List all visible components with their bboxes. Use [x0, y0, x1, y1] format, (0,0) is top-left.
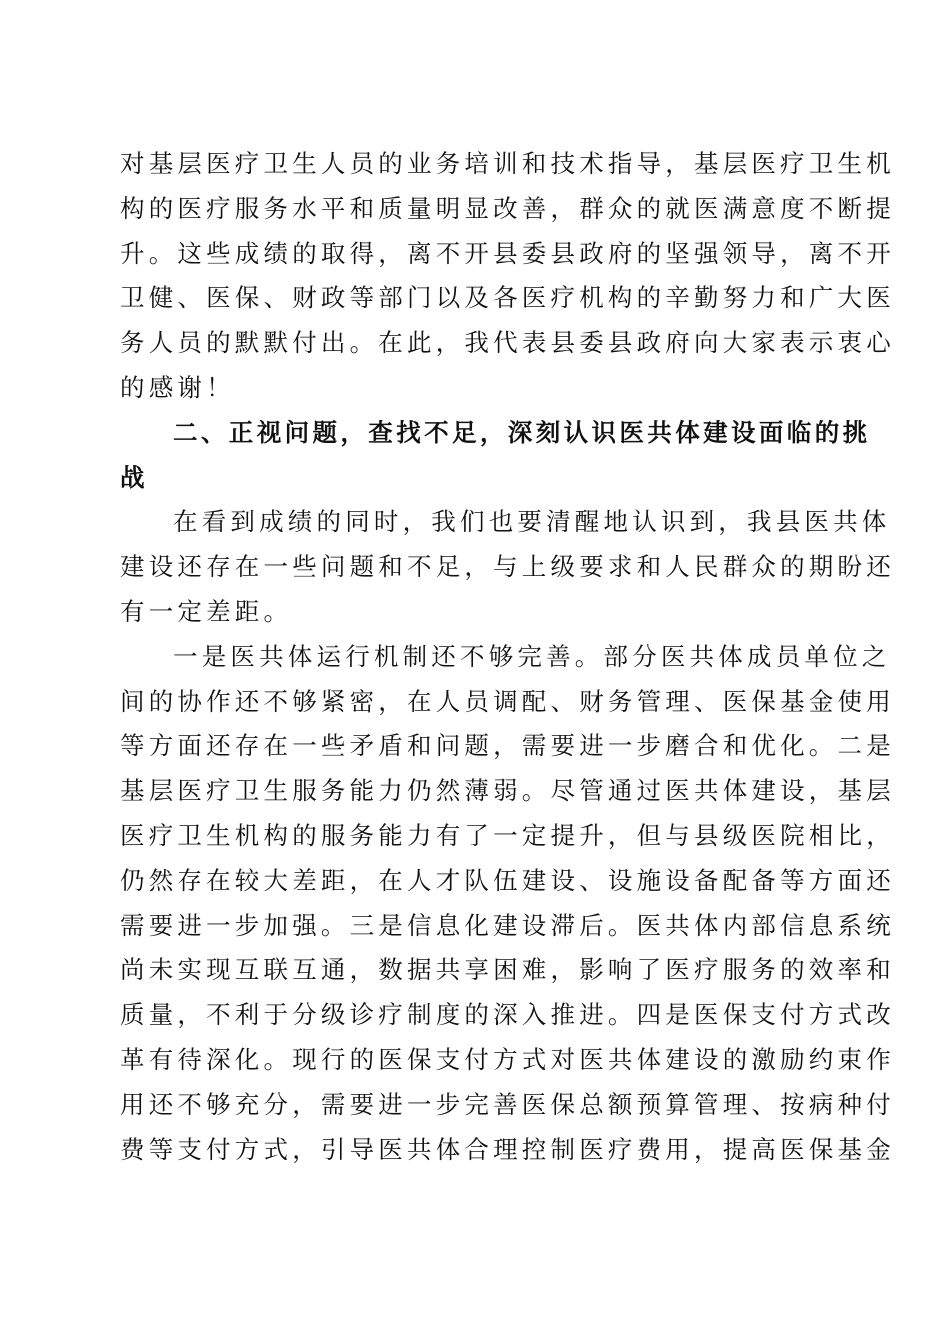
text-line: 建设还存在一些问题和不足，与上级要求和人民群众的期盼还 [120, 552, 895, 582]
text-line: 间的协作还不够紧密，在人员调配、财务管理、医保基金使用 [120, 686, 895, 716]
text-line: 的感谢！ [120, 372, 235, 402]
text-line: 卫健、医保、财政等部门以及各医疗机构的辛勤努力和广大医 [120, 283, 895, 313]
text-line: 仍然存在较大差距，在人才队伍建设、设施设备配备等方面还 [120, 865, 895, 895]
text-line: 等方面还存在一些矛盾和问题，需要进一步磨合和优化。二是 [120, 731, 895, 761]
text-line: 在看到成绩的同时，我们也要清醒地认识到，我县医共体 [173, 507, 891, 537]
text-line: 质量，不利于分级诊疗制度的深入推进。四是医保支付方式改 [120, 1000, 895, 1030]
document-page [120, 142, 895, 1172]
text-line: 医疗卫生机构的服务能力有了一定提升，但与县级医院相比， [120, 820, 895, 850]
text-line: 构的医疗服务水平和质量明显改善，群众的就医满意度不断提 [120, 193, 895, 223]
text-line: 需要进一步加强。三是信息化建设滞后。医共体内部信息系统 [120, 910, 895, 940]
heading-line: 战 [120, 462, 148, 492]
heading-line: 二、正视问题，查找不足，深刻认识医共体建设面临的挑 [173, 417, 871, 447]
text-line: 一是医共体运行机制还不够完善。部分医共体成员单位之 [173, 641, 891, 671]
text-line: 对基层医疗卫生人员的业务培训和技术指导，基层医疗卫生机 [120, 149, 895, 178]
text-line: 基层医疗卫生服务能力仍然薄弱。尽管通过医共体建设，基层 [120, 776, 895, 806]
text-line: 升。这些成绩的取得，离不开县委县政府的坚强领导，离不开 [120, 238, 895, 268]
text-line: 革有待深化。现行的医保支付方式对医共体建设的激励约束作 [120, 1044, 895, 1074]
text-line: 务人员的默默付出。在此，我代表县委县政府向大家表示衷心 [120, 328, 895, 358]
text-line: 用还不够充分，需要进一步完善医保总额预算管理、按病种付 [120, 1089, 895, 1119]
text-line: 有一定差距。 [120, 596, 293, 626]
paragraph-problem-list [120, 635, 895, 1173]
text-line: 费等支付方式，引导医共体合理控制医疗费用，提高医保基金 [120, 1134, 895, 1164]
text-line: 尚未实现互联互通，数据共享困难，影响了医疗服务的效率和 [120, 955, 895, 985]
paragraph-intro-problems [120, 500, 895, 634]
paragraph-achievements [120, 142, 895, 411]
section-heading [120, 411, 871, 501]
